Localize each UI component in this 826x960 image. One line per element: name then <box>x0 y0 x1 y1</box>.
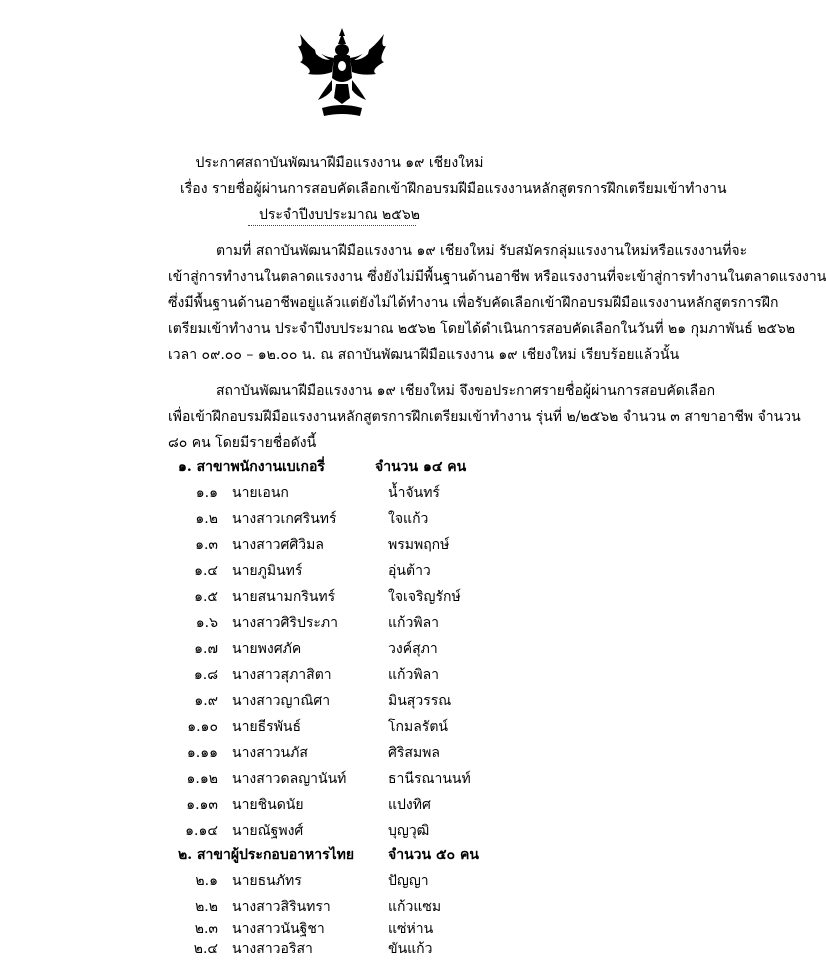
row-number: ๑.๑๐ <box>187 719 218 735</box>
row-number: ๒.๑ <box>195 873 218 889</box>
row-name: นางสาวศิริประภา <box>232 615 338 631</box>
row-number: ๒.๒ <box>195 899 218 915</box>
row-number: ๑.๗ <box>194 641 218 657</box>
paragraph-line: ๘๐ คน โดยมีรายชื่อดังนี้ <box>168 435 317 451</box>
row-surname: วงค์สุภา <box>388 641 438 657</box>
row-number: ๑.๑๒ <box>186 771 218 787</box>
garuda-emblem-icon <box>294 26 390 124</box>
dotted-divider <box>248 225 416 226</box>
row-name: นายพงศภัค <box>232 641 302 657</box>
row-number: ๑.๑ <box>195 485 218 501</box>
row-surname: ศิริสมพล <box>388 745 440 761</box>
row-number: ๑.๙ <box>194 693 218 709</box>
paragraph-line: เวลา ๐๙.๐๐ – ๑๒.๐๐ น. ณ สถาบันพัฒนาฝีมือแรงงาน ๑๙ เชียงใหม่ เรียบร้อยแล้วนั้น <box>168 347 680 363</box>
row-number: ๑.๑๔ <box>185 823 218 839</box>
section-2-title: ๒. สาขาผู้ประกอบอาหารไทย <box>178 847 355 863</box>
row-surname: พรมพฤกษ์ <box>388 537 450 553</box>
paragraph-line: ตามที่ สถาบันพัฒนาฝีมือแรงงาน ๑๙ เชียงใหม่ รับสมัครกลุ่มแรงงานใหม่หรือแรงงานที่จะ <box>216 243 748 259</box>
row-number: ๑.๔ <box>194 563 218 579</box>
row-name: นางสาวนันฐิชา <box>232 921 325 937</box>
row-surname: น้ำจันทร์ <box>388 485 440 501</box>
paragraph-line: ซึ่งมีพื้นฐานด้านอาชีพอยู่แล้วแต่ยังไม่ได้ทำงาน เพื่อรับคัดเลือกเข้าฝึกอบรมฝีมือแรงงานหลักสูตรการฝึก <box>168 295 779 311</box>
row-number: ๑.๑๑ <box>186 745 218 761</box>
row-name: นางสาวญาณิศา <box>232 693 331 709</box>
row-name: นางสาวศศิวิมล <box>232 537 324 553</box>
row-number: ๒.๔ <box>193 941 218 957</box>
row-surname: บุญวุฒิ <box>388 823 430 839</box>
row-surname: แก้วแซม <box>388 899 442 915</box>
paragraph-line: สถาบันพัฒนาฝีมือแรงงาน ๑๙ เชียงใหม่ จึงขอประกาศรายชื่อผู้ผ่านการสอบคัดเลือก <box>216 383 716 399</box>
row-name: นายณัฐพงศ์ <box>232 823 304 839</box>
row-surname: มินสุวรรณ <box>388 693 452 709</box>
row-surname: ธานีรณานนท์ <box>388 771 471 787</box>
row-name: นายชินดนัย <box>232 797 304 813</box>
row-surname: แซ่ห่าน <box>388 921 434 937</box>
row-name: นางสาวเกศรินทร์ <box>232 511 337 527</box>
fiscal-year: ประจำปีงบประมาณ ๒๕๖๒ <box>259 207 420 223</box>
announcement-subject: เรื่อง รายชื่อผู้ผ่านการสอบคัดเลือกเข้าฝึกอบรมฝีมือแรงงานหลักสูตรการฝึกเตรียมเข้าทำงาน <box>180 181 727 197</box>
row-surname: ปัญญา <box>388 873 429 889</box>
section-1-title: ๑. สาขาพนักงานเบเกอรี่ <box>178 459 325 475</box>
row-name: นายสนามกรินทร์ <box>232 589 336 605</box>
row-surname: แปงทิศ <box>388 797 431 813</box>
row-name: นายเอนก <box>232 485 289 501</box>
row-name: นายธนภัทร <box>232 873 302 889</box>
row-name: นายธีรพันธ์ <box>232 719 302 735</box>
row-name: นางสาวดลญานันท์ <box>232 771 347 787</box>
paragraph-line: เข้าสู่การทำงานในตลาดแรงงาน ซึ่งยังไม่มีพื้นฐานด้านอาชีพ หรือแรงงานที่จะเข้าสู่การทำงานในตลาดแรงงาน <box>168 269 826 285</box>
row-surname: โกมลรัตน์ <box>388 719 448 735</box>
row-number: ๑.๖ <box>195 615 218 631</box>
row-number: ๑.๑๓ <box>186 797 218 813</box>
row-surname: ขันแก้ว <box>388 941 433 957</box>
row-name: นางสาวอริสา <box>232 941 313 957</box>
paragraph-line: เตรียมเข้าทำงาน ประจำปีงบประมาณ ๒๕๖๒ โดยได้ดำเนินการสอบคัดเลือกในวันที่ ๒๑ กุมภาพันธ์ ๒๕๖๒ <box>168 321 796 337</box>
row-name: นางสาวนภัส <box>232 745 308 761</box>
row-name: นายภูมินทร์ <box>232 563 303 579</box>
row-number: ๑.๓ <box>195 537 218 553</box>
row-number: ๑.๒ <box>195 511 218 527</box>
row-surname: แก้วพิลา <box>388 615 440 631</box>
row-number: ๑.๕ <box>194 589 218 605</box>
row-name: นางสาวสุภาสิตา <box>232 667 332 683</box>
row-surname: ใจแก้ว <box>388 511 429 527</box>
section-1-count: จำนวน ๑๔ คน <box>375 459 467 475</box>
row-surname: แก้วพิลา <box>388 667 440 683</box>
row-surname: อุ่นต้าว <box>388 563 431 579</box>
row-number: ๒.๓ <box>194 921 218 937</box>
announcement-title: ประกาศสถาบันพัฒนาฝีมือแรงงาน ๑๙ เชียงใหม่ <box>195 155 484 171</box>
section-2-count: จำนวน ๕๐ คน <box>388 847 479 863</box>
row-number: ๑.๘ <box>193 667 218 683</box>
row-surname: ใจเจริญรักษ์ <box>388 589 461 605</box>
paragraph-line: เพื่อเข้าฝึกอบรมฝีมือแรงงานหลักสูตรการฝึกเตรียมเข้าทำงาน รุ่นที่ ๒/๒๕๖๒ จำนวน ๓ สาขาอาชีพ จำนวน <box>168 409 801 425</box>
row-name: นางสาวสิรินทรา <box>232 899 331 915</box>
